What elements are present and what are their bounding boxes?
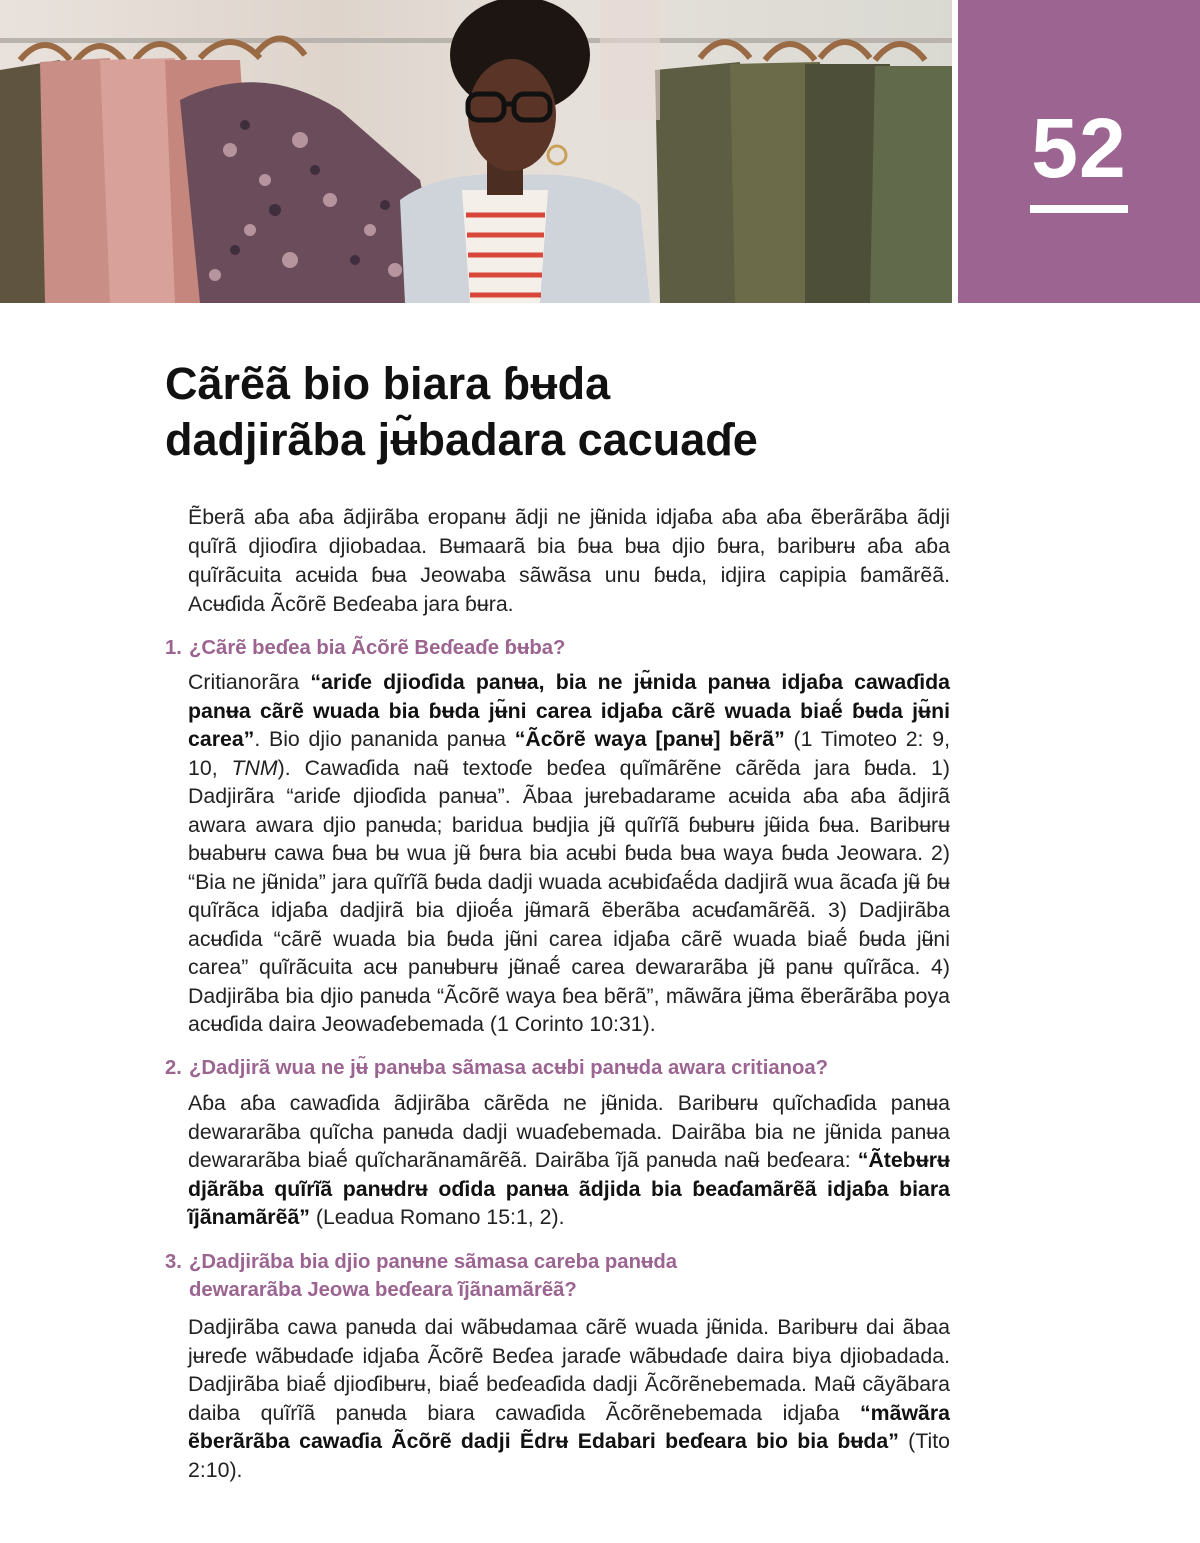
answer-1-text-b: . Bio djio pananida panʉa xyxy=(254,727,515,751)
face xyxy=(468,59,556,171)
question-1-text: ¿Cãrẽ beɗea bia Ãcõrẽ Beɗeaɗe ɓʉba? xyxy=(189,637,566,659)
question-1 xyxy=(165,634,965,662)
answer-1 xyxy=(188,668,950,1039)
intro-paragraph: Ẽberã aɓa aɓa ãdjirãba eropanʉ ãdji ne jʉ̃nida idjaɓa aɓa aɓa ẽberãrãba ãdji quĩrã djioɗira djiobadaa. Bʉmaarã bia ɓʉa bʉa djio ɓʉra, baribʉrʉ aɓa aɓa quĩrãcuita acʉida ɓʉa Jeowaba sãwãsa unu ɓʉda, idjira capipia ɓamãrẽã. Acʉɗida Ãcõrẽ Beɗeaba jara ɓʉra. xyxy=(188,505,950,616)
answer-1-quote-a: “ariɗe djioɗida panʉa, bia ne jʉ̃nida panʉa idjaɓa cawaɗida panʉa cãrẽ wuada bia ɓʉda jʉ̃ni carea idjaɓa cãrẽ wuada biaẽ́ ɓʉda jʉ̃ni carea” xyxy=(188,670,950,751)
answer-3-text-a: Dadjirãba cawa panʉda dai wãbʉdamaa cãrẽ wuada jʉ̃nida. Baribʉrʉ dai ãbaa jʉreɗe wãbʉdaɗe idjaɓa Ãcõrẽ Beɗea jaraɗe wãbʉdaɗe daira biya djiobadada. Dadjirãba biaẽ́ djioɗibʉrʉ, biaẽ́ beɗeaɗida dadji Ãcõrẽnebemada. Maʉ̃ cãyãbara daiba quĩrĩã panʉda biara cawaɗida Ãcõrẽnebemada idjaɓa xyxy=(188,1315,950,1425)
answer-2-text-b: (Leadua Romano 15:1, 2). xyxy=(309,1205,565,1229)
page-title-line-1: Cãrẽã bio biara ɓʉda xyxy=(165,358,611,409)
lesson-number-badge xyxy=(958,0,1200,303)
background-poster xyxy=(600,0,660,120)
question-2 xyxy=(165,1054,965,1082)
question-2-number: 2. xyxy=(165,1057,182,1079)
clothing-store-illustration xyxy=(0,0,952,303)
lesson-number: 52 xyxy=(1031,101,1127,195)
answer-3 xyxy=(188,1313,950,1484)
garment-olive-4 xyxy=(870,66,952,303)
answer-3-text-b: (Tito 2:10). xyxy=(188,1429,950,1482)
question-3-number: 3. xyxy=(165,1251,182,1273)
question-2-text: ¿Dadjirã wua ne jʉ̃ panʉba sãmasa acʉbi panʉda awara critianoa? xyxy=(189,1057,829,1079)
question-3-text-line-2: dewararãba Jeowa beɗeara ĩjãnamãrẽã? xyxy=(189,1279,577,1301)
page-title-line-2: dadjirãba jʉ̃badara cacuaɗe xyxy=(165,414,758,465)
answer-1-quote-b: “Ãcõrẽ waya [panʉ] bẽrã” xyxy=(514,727,785,751)
header-photo xyxy=(0,0,952,303)
question-1-number: 1. xyxy=(165,637,182,659)
striped-shirt xyxy=(462,190,548,303)
answer-1-text-d: ). Cawaɗida naʉ̃ textoɗe beɗea quĩmãrẽne cãrẽda jara ɓʉda. 1) Dadjirãra “ariɗe djioɗida panʉa”. Ãbaa jʉrebadarame acʉida aɓa aɓa ãdjirã awara awara djio panʉda; baridua bʉdjia jʉ̃ quĩrĩã ɓʉbʉrʉ jʉ̃ida ɓʉa. Baribʉrʉ bʉabʉrʉ cawa ɓʉa bʉ wua jʉ̃ ɓʉra bia acʉbi ɓʉda bʉa waya ɓʉda Jeowara. 2) “Bia ne jʉ̃nida” jara quĩrĩã ɓʉda dadji wuada acʉbiɗaẽ́da dadjirã wua ãcaɗa jʉ̃ ɓʉ quĩrãca idjaɓa dadjirã bia djioẽ́a jʉ̃marã ẽberãba acʉɗamãrẽã. 3) Dadjirãba acʉɗida “cãrẽ wuada bia ɓʉda jʉ̃ni carea idjaɓa cãrẽ wuada biaẽ́ ɓʉda jʉ̃ni carea” quĩrãcuita acʉ panʉbʉrʉ jʉ̃naẽ́ carea dewararãba jʉ̃ panʉ quĩrãca. 4) Dadjirãba bia djio panʉda “Ãcõrẽ waya ɓea bẽrã”, mãwãra jʉ̃ma ẽberãrãba poya acʉɗida daira Jeowaɗebemada (1 Corinto 10:31). xyxy=(188,755,950,1036)
badge-underline xyxy=(1030,205,1128,213)
answer-1-abbrev: TNM xyxy=(231,755,278,780)
question-3-text-line-1: ¿Dadjirãba bia djio panʉne sãmasa careba panʉda xyxy=(189,1251,678,1273)
earring xyxy=(548,146,566,164)
answer-1-text-a: Critianorãra xyxy=(188,670,311,694)
answer-2-quote: “Ãtebʉrʉ djãrãba quĩrĩã panʉdrʉ oɗida panʉa ãdjida bia ɓeaɗamãrẽã idjaɓa biara ĩjãnamãrẽã” xyxy=(188,1148,950,1229)
answer-3-quote: “mãwãra ẽberãrãba cawaɗia Ãcõrẽ dadji Ẽdrʉ Edabari beɗeara bio bia ɓʉda” xyxy=(188,1400,950,1453)
answer-2 xyxy=(188,1089,950,1232)
answer-1-text-c: (1 Timoteo 2: 9, 10, xyxy=(188,727,950,780)
answer-2-text-a: Aɓa aɓa cawaɗida ãdjirãba cãrẽda ne jʉ̃nida. Baribʉrʉ quĩchaɗida panʉa dewararãba quĩcha panʉda dadji wuaɗebemada. Dairãba bia ne jʉ̃nida panʉa dewararãba biaẽ́ quĩcharãnamãrẽã. Dairãba ĩjã panʉda naʉ̃ beɗeara: xyxy=(188,1091,950,1172)
hangers-right xyxy=(700,42,925,60)
page-title xyxy=(165,356,985,468)
question-3 xyxy=(165,1248,965,1304)
